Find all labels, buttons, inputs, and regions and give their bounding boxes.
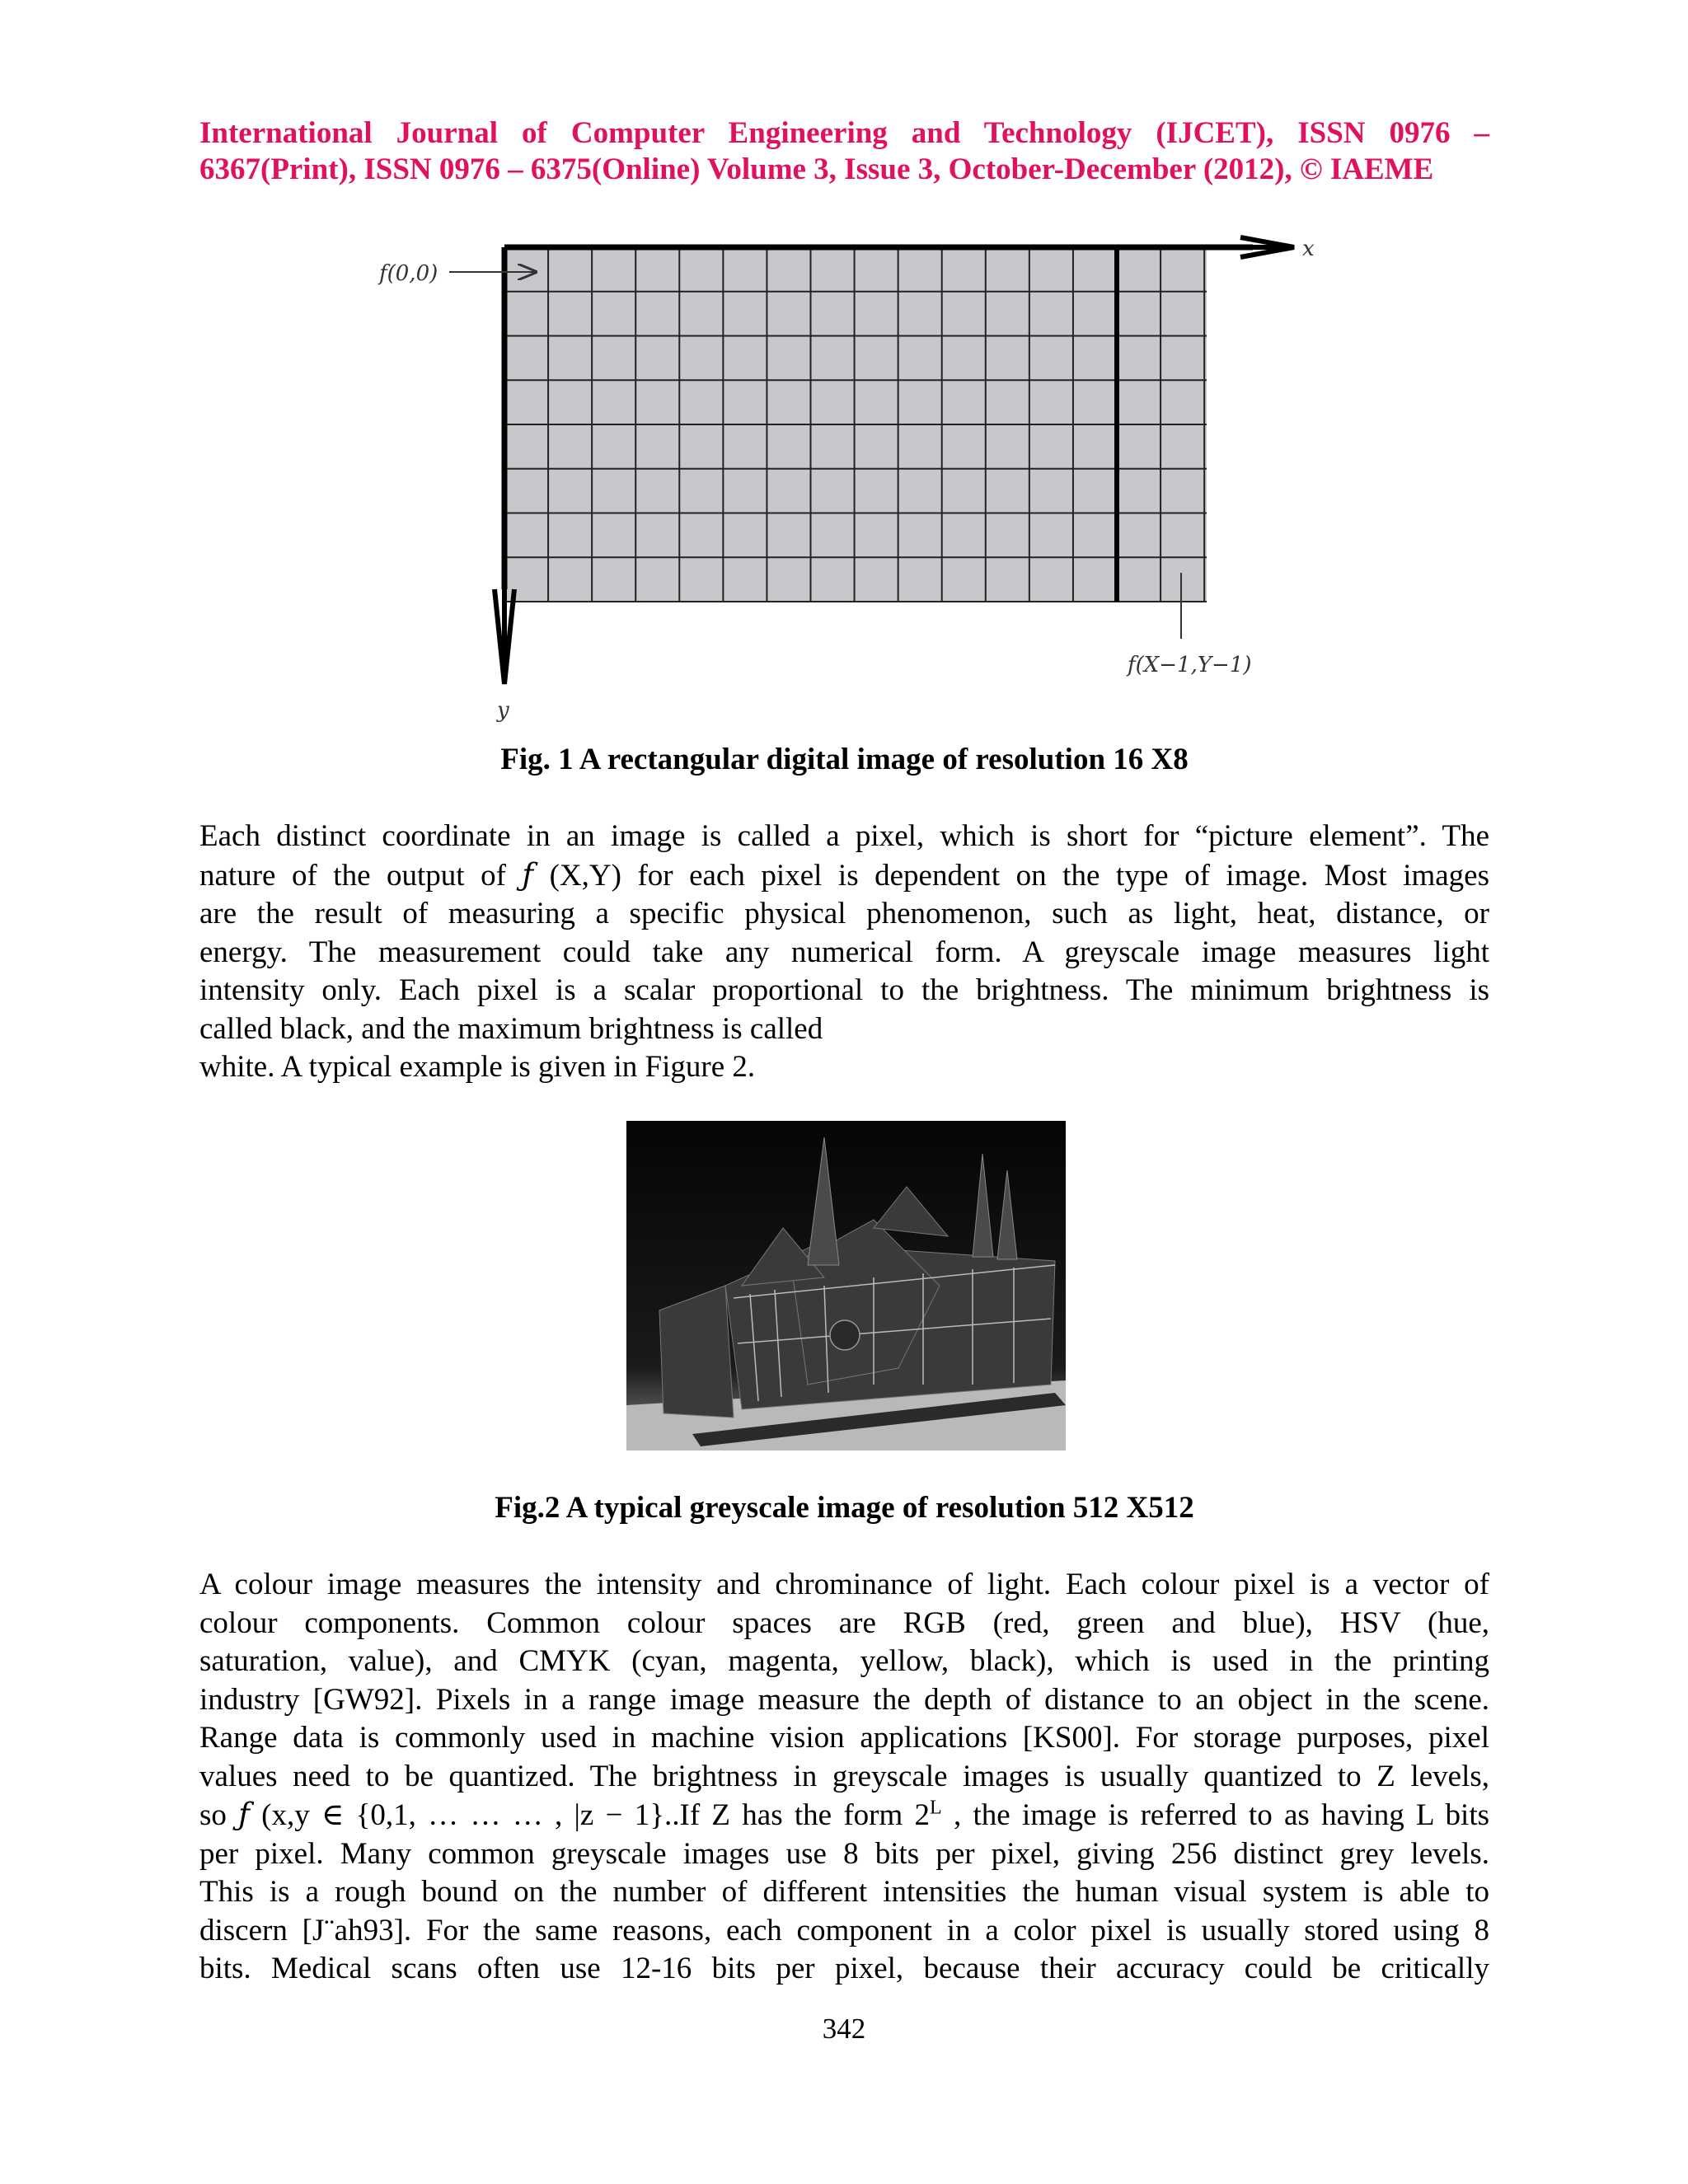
- figure-1-grid-diagram: [363, 235, 1352, 729]
- cathedral-photo-illustration: [626, 1121, 1066, 1451]
- para2-line-math: so ƒ (x,y ∈ {0,1, … … … , |z − 1}..If Z has the form $2^L$ , the image is referred to as having L bits: [199, 1797, 1489, 1832]
- journal-header: [199, 115, 1489, 188]
- header-line-2: 6367(Print), ISSN 0976 – 6375(Online) Volume 3, Issue 3, October-December (2012), © IAEME: [199, 152, 1434, 186]
- para1-line: called black, and the maximum brightness is called: [199, 1011, 823, 1046]
- para2-line: A colour image measures the intensity and chrominance of light. Each colour pixel is a vector of: [199, 1568, 1489, 1601]
- para1-line: Each distinct coordinate in an image is called a pixel, which is short for “picture element”. The: [199, 819, 1489, 853]
- label-end-pixel: f(X−1,Y−1): [1128, 653, 1252, 677]
- header-line-1: International Journal of Computer Engineering and Technology (IJCET), ISSN 0976 –: [199, 116, 1489, 150]
- label-origin: f(0,0): [379, 261, 438, 286]
- figure-1-caption: Fig. 1 A rectangular digital image of resolution 16 X8: [500, 743, 1189, 776]
- para2-line: per pixel. Many common greyscale images use 8 bits per pixel, giving 256 distinct grey levels.: [199, 1836, 1489, 1871]
- paragraph-1: [199, 818, 1489, 1087]
- para1-line: intensity only. Each pixel is a scalar proportional to the brightness. The minimum brightness is: [199, 973, 1489, 1007]
- para1-line: are the result of measuring a specific physical phenomenon, such as light, heat, distance, or: [199, 897, 1489, 930]
- para2-line: saturation, value), and CMYK (cyan, magenta, yellow, black), which is used in the printing: [199, 1644, 1489, 1678]
- page-number: 342: [822, 2013, 866, 2045]
- para2-line: bits. Medical scans often use 12-16 bits per pixel, because their accuracy could be critically: [199, 1952, 1489, 1985]
- para2-line: industry [GW92]. Pixels in a range image measure the depth of distance to an object in the scene.: [199, 1682, 1489, 1717]
- label-y-axis: y: [497, 698, 509, 723]
- para1-line: energy. The measurement could take any numerical form. A greyscale image measures light: [199, 935, 1489, 969]
- paragraph-2: [199, 1566, 1489, 1989]
- y-axis-arrow-icon: [495, 589, 514, 684]
- para2-line: Range data is commonly used in machine vision applications [KS00]. For storage purposes, pixel: [199, 1721, 1489, 1755]
- pixel-grid-svg: [363, 235, 1352, 729]
- para2-line: values need to be quantized. The brightness in greyscale images is usually quantized to Z levels,: [199, 1759, 1489, 1793]
- para2-line: discern [J¨ah93]. For the same reasons, each component in a color pixel is usually stored using 8: [199, 1913, 1489, 1947]
- para2-line: colour components. Common colour spaces are RGB (red, green and blue), HSV (hue,: [199, 1605, 1489, 1640]
- figure-2-greyscale-photo: [626, 1121, 1066, 1451]
- figure-2-caption: Fig.2 A typical greyscale image of resolution 512 X512: [495, 1491, 1194, 1525]
- para1-line: white. A typical example is given in Figure 2.: [199, 1050, 756, 1084]
- label-x-axis: x: [1302, 237, 1315, 261]
- para2-line: This is a rough bound on the number of different intensities the human visual system is able to: [199, 1875, 1489, 1909]
- para1-line-math: nature of the output of ƒ (X,Y) for each pixel is dependent on the type of image. Most images: [199, 856, 1489, 893]
